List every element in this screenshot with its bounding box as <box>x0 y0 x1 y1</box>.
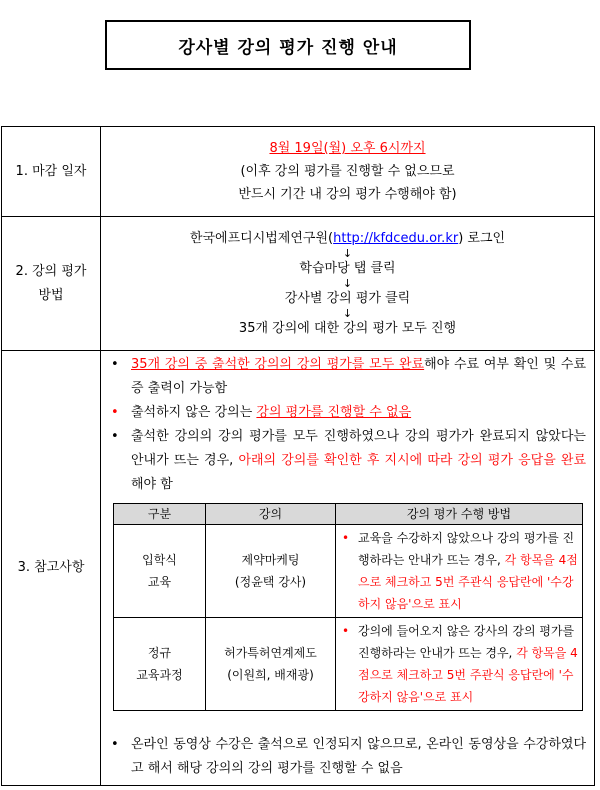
info-table <box>1 126 595 786</box>
row2-desc-highlight: 각 항목을 4점으로 체크하고 5번 주관식 응답란에 '수강하지 않음'으로 표시 <box>358 646 578 704</box>
note2-highlight: 강의 평가를 진행할 수 없음 <box>256 405 412 420</box>
row2-desc-text: 강의에 들어오지 않은 강사의 강의 평가를 진행하라는 안내가 뜨는 경우, <box>358 624 575 660</box>
method-step-eval: 강사별 강의 평가 클릭 <box>284 291 411 306</box>
row-deadline <box>2 127 595 217</box>
lecture-table <box>113 503 583 711</box>
lecture-table-header <box>114 504 583 525</box>
row1-desc <box>336 525 583 618</box>
notes-list <box>101 353 594 497</box>
down-arrow-icon: ↓ <box>342 277 353 290</box>
method-step-tab: 학습마당 탭 클릭 <box>299 261 396 276</box>
note3-highlight: 아래의 강의를 확인한 후 지시에 따라 강의 평가 응답을 완료 <box>238 453 586 468</box>
notes-list-2 <box>101 733 594 781</box>
bullet-icon: • <box>111 357 119 372</box>
method-content <box>101 217 595 351</box>
header-method: 강의 평가 수행 방법 <box>336 504 583 525</box>
row2-desc <box>336 618 583 711</box>
note3-end: 해야 함 <box>131 477 173 492</box>
row1-desc-highlight: 각 항목을 4점으로 체크하고 5번 주관식 응답란에 '수강하지 않음'으로 표시 <box>358 553 578 611</box>
row2-course <box>206 618 336 711</box>
site-link[interactable]: http://kfdcedu.or.kr <box>333 231 459 246</box>
label-method <box>2 217 101 351</box>
row1-course <box>206 525 336 618</box>
row1-desc-text: 교육을 수강하지 않았으나 강의 평가를 진행하라는 안내가 뜨는 경우, <box>358 531 575 567</box>
deadline-date: 8월 19일(월) 오후 6시까지 <box>269 141 426 156</box>
row1-category-line1: 입학식 <box>142 553 177 567</box>
row2-category-line2: 교육과정 <box>136 668 183 682</box>
row2-category <box>114 618 206 711</box>
bullet-icon: • <box>342 624 350 638</box>
row2-category-line1: 정규 <box>147 646 172 660</box>
row-notes <box>2 351 595 786</box>
note-item <box>101 425 586 497</box>
page-title: 강사별 강의 평가 진행 안내 <box>105 20 471 70</box>
bullet-icon: • <box>342 531 350 545</box>
table-row <box>114 525 583 618</box>
table-row <box>114 618 583 711</box>
header-lecture: 강의 <box>206 504 336 525</box>
notes-content <box>101 351 595 786</box>
bullet-icon: • <box>111 737 119 752</box>
label-method-line2: 방법 <box>38 287 64 303</box>
row-method <box>2 217 595 351</box>
note1-text: 해야 수료 여부 확인 및 수료증 출력이 가능함 <box>131 357 586 396</box>
note2-text: 출석하지 않은 강의는 <box>131 405 257 420</box>
note4-text: 온라인 동영상 수강은 출석으로 인정되지 않으므로, 온라인 동영상을 수강하였다고 해서 해당 강의의 강의 평가를 진행할 수 없음 <box>131 737 586 776</box>
note-item <box>101 353 586 401</box>
label-deadline: 1. 마감 일자 <box>2 127 101 217</box>
method-step-login <box>101 230 594 247</box>
method-step-complete: 35개 강의에 대한 강의 평가 모두 진행 <box>238 321 457 336</box>
deadline-note-1: (이후 강의 평가를 진행할 수 없으므로 <box>240 164 455 179</box>
label-method-line1: 2. 강의 평가 <box>15 263 87 279</box>
bullet-icon: • <box>111 429 119 444</box>
note1-highlight: 35개 강의 중 출석한 강의의 강의 평가를 모두 완료 <box>131 357 425 372</box>
site-name: 한국에프디시법제연구원( <box>189 231 334 246</box>
row1-course-name: 제약마케팅 <box>241 553 300 567</box>
row1-category-line2: 교육 <box>147 575 172 589</box>
label-notes: 3. 참고사항 <box>2 351 101 786</box>
row2-course-name: 허가특허연계제도 <box>224 646 317 660</box>
down-arrow-icon: ↓ <box>342 247 353 260</box>
note-item <box>101 401 586 425</box>
deadline-content <box>101 127 595 217</box>
login-text: ) 로그인 <box>458 231 506 246</box>
note3-text: 출석한 강의의 강의 평가를 모두 진행하였으나 강의 평가가 완료되지 않았다는 안내가 뜨는 경우, <box>131 429 586 468</box>
row2-course-instructor: (이원희, 배재광) <box>227 668 314 682</box>
row1-course-instructor: (정윤택 강사) <box>234 575 307 589</box>
row1-category <box>114 525 206 618</box>
down-arrow-icon: ↓ <box>342 307 353 320</box>
note-item <box>101 733 586 781</box>
bullet-icon: • <box>111 405 119 420</box>
deadline-note-2: 반드시 기간 내 강의 평가 수행해야 함) <box>238 187 457 202</box>
header-category: 구분 <box>114 504 206 525</box>
